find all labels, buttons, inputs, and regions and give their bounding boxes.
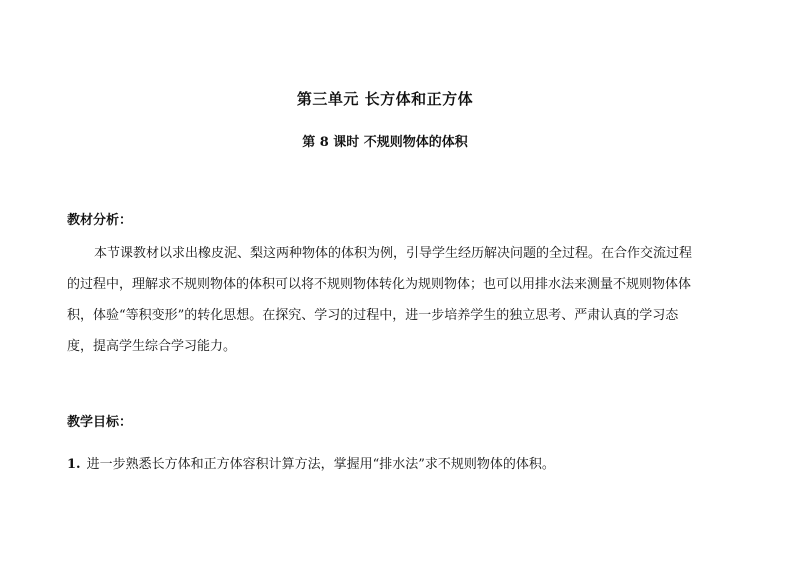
analysis-heading: 教材分析： bbox=[67, 213, 133, 228]
goal-item-1 bbox=[67, 453, 555, 472]
goals-heading: 教学目标： bbox=[67, 415, 133, 430]
goal-text: 进一步熟悉长方体和正方体容积计算方法，掌握用“排水法”求不规则物体的体积。 bbox=[86, 457, 555, 472]
goal-number: 1. bbox=[67, 457, 81, 472]
lesson-title: 第 8 课时 不规则物体的体积 bbox=[302, 135, 468, 150]
analysis-line-2: 的过程中，理解求不规则物体的体积可以将不规则物体转化为规则物体；也可以用排水法来测量不规则物体体 bbox=[67, 277, 692, 292]
analysis-line-3: 积，体验“等积变形”的转化思想。在探究、学习的过程中，进一步培养学生的独立思考、严肃认真的学习态 bbox=[67, 308, 679, 323]
unit-title: 第三单元 长方体和正方体 bbox=[296, 90, 474, 108]
analysis-line-1: 本节课教材以求出橡皮泥、梨这两种物体的体积为例，引导学生经历解决问题的全过程。在合作交流过程 bbox=[94, 246, 693, 261]
analysis-line-4: 度，提高学生综合学习能力。 bbox=[67, 339, 237, 354]
